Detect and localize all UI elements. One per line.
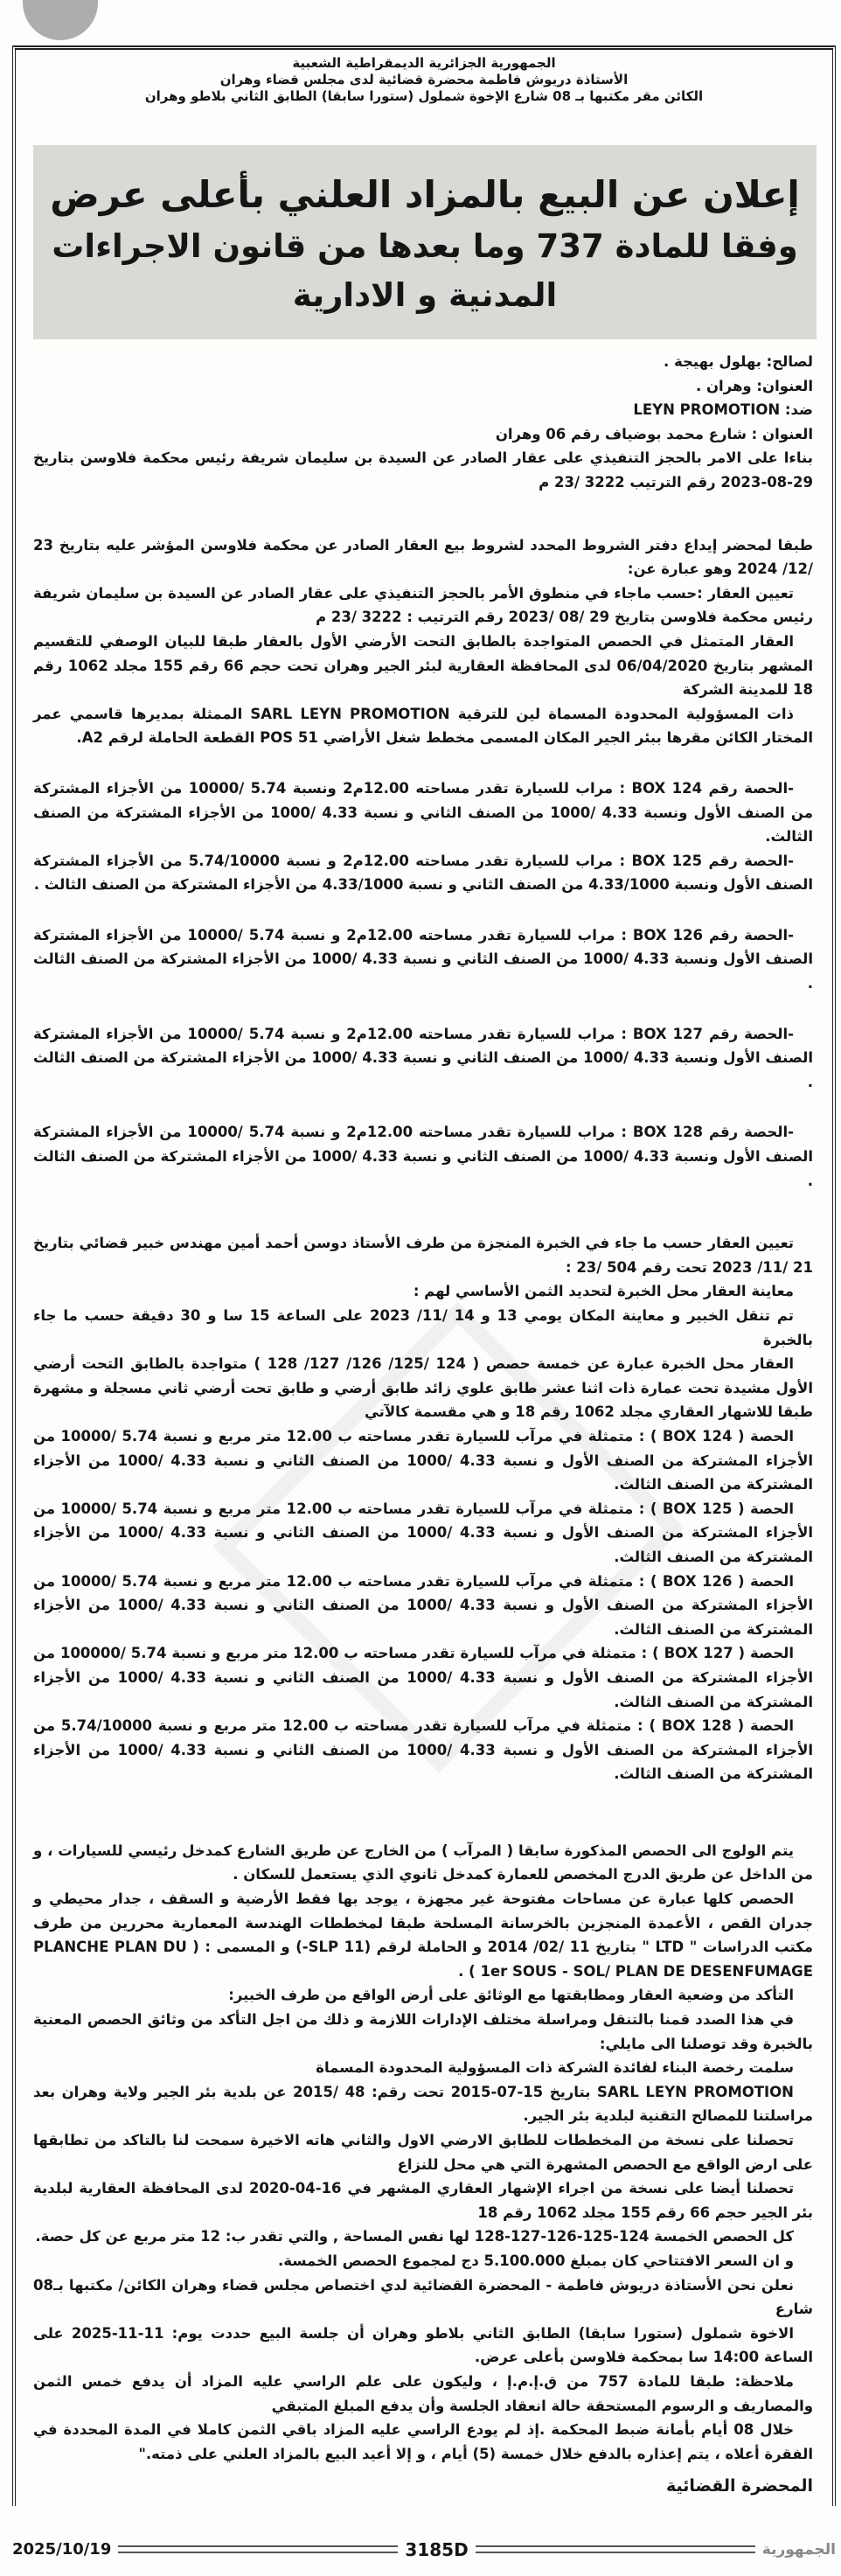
publication-date: 2025/10/19 — [12, 2540, 112, 2559]
footer-rule — [118, 2545, 398, 2553]
plans-copy: تحصلنا على نسخة من المخططات للطابق الارضي الاول والثاني هاته الاخيرة سمحت لنا بالتاكد من تطابقها على ارض الواقع مع الحصص المشهرة التي هي محل للنزاع — [33, 2132, 813, 2173]
header-republic: الجمهورية الجزائرية الديمقراطية الشعبية — [292, 55, 556, 71]
expert-property: العقار محل الخبرة عبارة عن خمسة حصص ( 124 /125/ 126/ 127/ 128 ) متواجدة بالطابق التحت أرضي الأول مشيدة تحت عمارة ذات اثنا عشر طابق علوي زائد طابق أرضي و طابق تحت أرضي ثاني مسجلة و مشهرة طبقا للاشهار العقاري مجلد 1062 رقم 18 و هي مقسمة كالآتي — [33, 1355, 813, 1421]
footer-rule — [476, 2545, 755, 2553]
building-permit-details: SARL LEYN PROMOTION بتاريخ 15-07-2015 تحت رقم: 48 /2015 عن بلدية بئر الجير ولاية وهران بعد مراسلتنا للمصالح التقنية لبلدية بئر الجير. — [33, 2083, 813, 2125]
notice-body — [30, 350, 818, 2499]
verification-text: في هذا الصدد قمنا بالتنقل ومراسلة مختلف الإدارات اللازمة و ذلك من اجل التأكد من وثائق الحصص المعنية بالخبرة وقد توصلنا الى مايلي: — [33, 2011, 813, 2052]
access-description: يتم الولوج الى الحصص المذكورة سابقا ( المرآب ) من الخارج عن طريق الشارع كمدخل رئيسي للسيارات ، و من الداخل عن طريق الدرج المخصص للعمارة كمدخل ثانوي الذي يستعمل للسكان . — [33, 1841, 813, 1883]
seizure-order: بناءا على الامر بالحجز التنفيذي على عقار الصادر عن السيدة بن سليمان شريفة رئيس محكمة فلاوسن بتاريخ 29-08-2023 رقم الترتيب 3222 /23 م — [33, 449, 813, 491]
expert-lot-124: الحصة ( BOX 124 ) : متمثلة في مرآب للسيارة تقدر مساحته ب 12.00 متر مربع و نسبة 5.74 /10000 من الأجزاء المشتركة من الصنف الأول و نسبة 4.33 /1000 من الصنف الثاني و نسبة 4.33 /1000 من الأجزاء المشتركة من الصنف الثالث. — [33, 1427, 814, 1493]
party-beneficiary-address: العنوان: وهران . — [695, 377, 813, 394]
lots-area: كل الحصص الخمسة 124-125-126-127-128 لها نفس المساحة , والتي تقدر ب: 12 متر مربع عن كل حصة. — [35, 2228, 794, 2245]
verification-heading: التأكد من وضعية العقار ومطابقتها مع الوثائق على أرض الواقع من طرف الخبير: — [228, 1987, 794, 2004]
lot-box-127: -الحصة رقم BOX 127 : مراب للسيارة تقدر مساحته 12.00م2 و نسبة 5.74 /10000 من الأجزاء المشتركة الصنف الأول ونسبة 4.33 /1000 من الصنف الثاني و نسبة 4.33 /1000 من الأجزاء المشتركة من الصنف الثالث . — [33, 1025, 813, 1090]
publication-copy: تحصلنا أيضا على نسخة من اجراء الإشهار العقاري المشهر في 16-04-2020 لدى المحافظة العقارية لبلدية بئر الجير حجم 66 رقم 155 مجلد 1062 رقم 18 — [33, 2180, 813, 2221]
expert-lot-127: الحصة ( BOX 127 ) : متمثلة في مرآب للسيارة تقدر مساحته ب 12.00 متر مربع و نسبة 5.74 /100000 من الأجزاء المشتركة من الصنف الأول و نسبة 4.33 /1000 من الصنف الثاني و نسبة 4.33 /1000 من الأجزاء المشتركة من الصنف الثالث. — [33, 1645, 814, 1710]
announcement: نعلن نحن الأستاذة دريوش فاطمة - المحضرة القضائية لدي اختصاص مجلس قضاء وهران الكائن/ مكتبها بـ08 شارع — [33, 2276, 813, 2318]
company-description: ذات المسؤولية المحدودة المسماة لين للترقية SARL LEYN PROMOTION الممثلة بمديرها قاسمي عمر المختار الكائن مقرها ببئر الجير المكان المسمى مخطط شغل الأراضي POS 51 القطعة الحاملة لرقم A2. — [33, 705, 813, 747]
sale-session: الاخوة شملول (ستورا سابقا) الطابق الثاني بلاطو وهران أن جلسة البيع حددت يوم: 11-11-2025 على الساعة 14:00 سا بمحكمة فلاوسن بأعلى عرض. — [33, 2324, 813, 2366]
party-beneficiary: لصالح: بهلول بهيجة . — [663, 353, 813, 370]
party-against-address: العنوان : شارع محمد بوضياف رقم 06 وهران — [495, 425, 813, 442]
lot-box-124: -الحصة رقم BOX 124 : مراب للسيارة تقدر مساحته 12.00م2 ونسبة 5.74 /10000 من الأجزاء المشتركة من الصنف الأول ونسبة 4.33 /1000 من الصنف الثاني و نسبة 4.33 /1000 من الأجزاء المشتركة من الصنف الثالث. — [33, 779, 813, 846]
property-designation: تعيين العقار :حسب ماجاء في منطوق الأمر بالحجز التنفيذي على عقار الصادر عن السيدة بن سليمان شريفة رئيس محكمة فلاوسن بتاريخ 29 /08 /2023 رقم الترتيب : 3222 /23 م — [33, 584, 813, 626]
signature: المحضرة القضائية — [665, 2476, 813, 2496]
conditions-deposit: طبقا لمحضر إيداع دفتر الشروط المحدد لشروط بيع العقار الصادر عن محكمة فلاوسن المؤشر عليه بتاريخ 23 /12/ 2024 وهو عبارة عن: — [33, 536, 813, 578]
payment-terms: خلال 08 أيام بأمانة ضبط المحكمة .إذ لم يودع الراسي عليه المزاد باقي الثمن كاملا في المدة المحددة في الفقرة أعلاه ، يتم إعذاره بالدفع خلال خمسة (5) أيام ، و إلا أعيد البيع بالمزاد العلني على ذمته." — [33, 2421, 813, 2462]
page-footer — [12, 2538, 836, 2560]
party-against: ضد: LEYN PROMOTION — [633, 401, 813, 419]
newspaper-logo: الجمهورية — [761, 2540, 836, 2559]
expert-designation: تعيين العقار حسب ما جاء في الخبرة المنجزة من طرف الأستاذ دوسن أحمد أمين مهندس خبير قضائي بتاريخ 21 /11/ 2023 تحت رقم 504 /23 : — [33, 1235, 813, 1276]
note: ملاحظة: طبقا للمادة 757 من ق.إ.م.إ ، وليكون على علم الراسي عليه المزاد أن يدفع خمس الثمن والمصاريف و الرسوم المستحقة حالة انعقاد الجلسة وأن يدفع المبلغ المتبقي — [33, 2372, 813, 2414]
lot-box-128: -الحصة رقم BOX 128 : مراب للسيارة تقدر مساحته 12.00م2 و نسبة 5.74 /10000 من الأجزاء المشتركة الصنف الأول ونسبة 4.33 /1000 من الصنف الثاني و نسبة 4.33 /1000 من الأجزاء المشتركة من الصنف الثالث . — [33, 1124, 813, 1189]
opening-price: و ان السعر الافتتاحي كان بمبلغ 5.100.000 دج لمجموع الحصص الخمسة. — [277, 2252, 794, 2269]
notice-code: 3185D — [405, 2538, 469, 2560]
lots-condition: الحصص كلها عبارة عن مساحات مفتوحة غير مجهزة ، يوجد بها فقط الأرضية و السقف ، جدار محيطي و جدران القص ، الأعمدة المنجزين بالخرسانة المسلحة طبقا لمخططات الهندسة المعمارية محررين من طرف مكتب الدراسات " LTD " بتاريخ 11 /02/ 2014 و الحاملة لرقم (SLP 11-) و المسمى : ( PLANCHE PLAN DU 1er SOUS - SOL/ PLAN DE DESENFUMAGE ) . — [33, 1890, 813, 1980]
header-bailiff: الأستاذة دريوش فاطمة محضرة قضائية لدى مجلس قضاء وهران — [219, 72, 629, 87]
seal-stamp — [23, 0, 98, 40]
lot-box-126: -الحصة رقم BOX 126 : مراب للسيارة تقدر مساحته 12.00م2 و نسبة 5.74 /10000 من الأجزاء المشتركة الصنف الأول ونسبة 4.33 /1000 من الصنف الثاني و نسبة 4.33 /1000 من الأجزاء المشتركة من الصنف الثالث . — [33, 926, 813, 992]
property-description: العقار المتمثل في الحصص المتواجدة بالطابق التحت الأرضي الأول بالعقار طبقا للبيان الوصفي للتقسيم المشهر بتاريخ 06/04/2020 لدى المحافظة العقارية لبئر الجير وهران تحت حجم 66 رقم 155 مجلد 1062 رقم 18 للمدينة الشركة — [33, 632, 813, 699]
expert-visit: تم تنقل الخبير و معاينة المكان يومي 13 و 14 /11/ 2023 على الساعة 15 سا و 30 دقيقة حسب ما جاء بالخبرة — [33, 1307, 813, 1348]
expert-lot-126: الحصة ( BOX 126 ) : متمثلة في مرآب للسيارة تقدر مساحته ب 12.00 متر مربع و نسبة 5.74 /10000 من الأجزاء المشتركة من الصنف الأول و نسبة 4.33 /1000 من الصنف الثاني و نسبة 4.33 /1000 من الأجزاء المشتركة من الصنف الثالث. — [33, 1572, 814, 1638]
notice-title: إعلان عن البيع بالمزاد العلني بأعلى عرض — [50, 173, 800, 216]
title-band — [33, 145, 817, 339]
building-permit: سلمت رخصة البناء لفائدة الشركة ذات المسؤولية المحدودة المسماة — [316, 2059, 794, 2077]
notice-header — [30, 50, 818, 105]
notice-subtitle: وفقا للمادة 737 وما بعدها من قانون الاجراءات المدنية و الادارية — [52, 227, 798, 314]
expert-lot-125: الحصة ( BOX 125 ) : متمثلة في مرآب للسيارة تقدر مساحته ب 12.00 متر مربع و نسبة 5.74 /10000 من الأجزاء المشتركة من الصنف الأول و نسبة 4.33 /1000 من الصنف الثاني و نسبة 4.33 /1000 من الأجزاء المشتركة من الصنف الثالث. — [33, 1500, 814, 1565]
expert-inspection-heading: معاينة العقار محل الخبرة لتحديد الثمن الأساسي لهم : — [413, 1283, 794, 1300]
header-address: الكائن مقر مكتبها بـ 08 شارع الإخوة شملول (ستورا سابقا) الطابق الثاني بلاطو وهران — [144, 88, 704, 104]
lot-box-125: -الحصة رقم BOX 125 : مراب للسيارة تقدر مساحته 12.00م2 و نسبة 5.74/10000 من الأجزاء المشتركة الصنف الأول ونسبة 4.33/1000 من الصنف الثاني و نسبة 4.33/1000 من الأجزاء المشتركة من الصنف الثالث . — [33, 852, 813, 894]
expert-lot-128: الحصة ( BOX 128 ) : متمثلة في مرآب للسيارة تقدر مساحته ب 12.00 متر مربع و نسبة 5.74/10000 من الأجزاء المشتركة من الصنف الأول و نسبة 4.33 /1000 من الصنف الثاني و نسبة 4.33 /1000 من الأجزاء المشتركة من الصنف الثالث. — [33, 1717, 814, 1783]
notice-frame — [12, 45, 836, 2506]
